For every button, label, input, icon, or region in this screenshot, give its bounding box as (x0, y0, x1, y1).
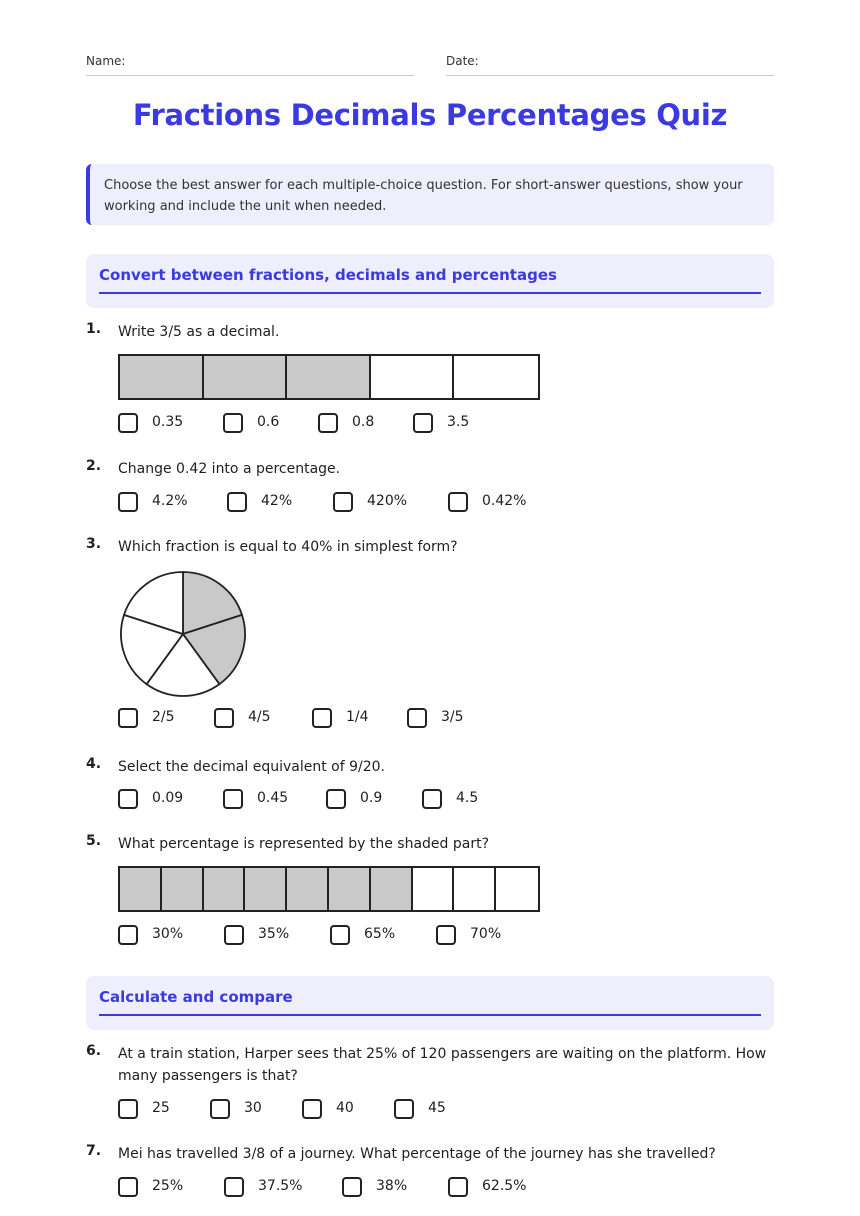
question-number: 4. (86, 756, 102, 772)
option-label: 62.5% (482, 1178, 527, 1194)
checkbox[interactable] (407, 708, 427, 728)
name-label: Name: (86, 54, 126, 68)
checkbox[interactable] (118, 1099, 138, 1119)
option-label: 25 (152, 1100, 170, 1116)
checkbox[interactable] (118, 1177, 138, 1197)
option-label: 1/4 (346, 709, 369, 725)
shaded-part (204, 356, 288, 398)
page-title: Fractions Decimals Percentages Quiz (132, 98, 728, 132)
checkbox[interactable] (214, 708, 234, 728)
fraction-bar (118, 866, 540, 912)
shaded-part (204, 868, 246, 910)
question-number: 2. (86, 458, 102, 474)
checkbox[interactable] (302, 1099, 322, 1119)
section-title: Convert between fractions, decimals and percentages (99, 264, 761, 294)
option-label: 70% (470, 926, 502, 942)
option-label: 0.8 (352, 414, 375, 430)
question-text: Change 0.42 into a percentage. (118, 461, 341, 477)
unshaded-part (371, 356, 455, 398)
option-label: 45 (428, 1100, 446, 1116)
option-label: 0.42% (482, 493, 527, 509)
shaded-part (287, 868, 329, 910)
checkbox[interactable] (448, 1177, 468, 1197)
fraction-bar (118, 354, 540, 400)
option-label: 3.5 (447, 414, 470, 430)
option-label: 30 (244, 1100, 262, 1116)
section-header-convert (86, 254, 774, 308)
checkbox[interactable] (394, 1099, 414, 1119)
checkbox[interactable] (413, 413, 433, 433)
option-label: 42% (261, 493, 293, 509)
date-label: Date: (446, 54, 479, 68)
option-label: 35% (258, 926, 290, 942)
shaded-part (245, 868, 287, 910)
option-label: 0.09 (152, 790, 184, 806)
question-number: 6. (86, 1043, 102, 1059)
option-label: 38% (376, 1178, 408, 1194)
option-label: 3/5 (441, 709, 464, 725)
question-text: At a train station, Harper sees that 25% of 120 passengers are waiting on the platform. How many passengers is that? (118, 1046, 767, 1084)
unshaded-part (413, 868, 455, 910)
checkbox[interactable] (422, 789, 442, 809)
checkbox[interactable] (342, 1177, 362, 1197)
unshaded-part (496, 868, 538, 910)
instructions-box: Choose the best answer for each multiple-choice question. For short-answer questions, show your working and include the unit when needed. (86, 164, 774, 225)
checkbox[interactable] (118, 708, 138, 728)
section-title: Calculate and compare (99, 986, 761, 1016)
question-number: 1. (86, 321, 102, 337)
checkbox[interactable] (330, 925, 350, 945)
option-label: 0.9 (360, 790, 383, 806)
checkbox[interactable] (223, 413, 243, 433)
checkbox[interactable] (312, 708, 332, 728)
fraction-pie (118, 569, 248, 699)
date-field[interactable] (446, 54, 774, 76)
shaded-part (329, 868, 371, 910)
question-text: Select the decimal equivalent of 9/20. (118, 759, 385, 775)
checkbox[interactable] (333, 492, 353, 512)
name-field[interactable] (86, 54, 414, 76)
checkbox[interactable] (118, 789, 138, 809)
checkbox[interactable] (436, 925, 456, 945)
checkbox[interactable] (118, 413, 138, 433)
option-label: 4.2% (152, 493, 188, 509)
option-label: 0.35 (152, 414, 184, 430)
shaded-part (120, 356, 204, 398)
checkbox[interactable] (227, 492, 247, 512)
option-label: 420% (367, 493, 408, 509)
shaded-part (162, 868, 204, 910)
option-label: 30% (152, 926, 184, 942)
option-label: 2/5 (152, 709, 175, 725)
shaded-part (287, 356, 371, 398)
option-label: 0.45 (257, 790, 289, 806)
option-label: 0.6 (257, 414, 280, 430)
question-text: Which fraction is equal to 40% in simplest form? (118, 539, 458, 555)
option-label: 4.5 (456, 790, 479, 806)
checkbox[interactable] (118, 925, 138, 945)
shaded-part (371, 868, 413, 910)
option-label: 25% (152, 1178, 184, 1194)
section-header-calculate (86, 976, 774, 1030)
question-number: 3. (86, 536, 102, 552)
shaded-part (120, 868, 162, 910)
checkbox[interactable] (448, 492, 468, 512)
checkbox[interactable] (224, 1177, 244, 1197)
option-label: 40 (336, 1100, 354, 1116)
option-label: 65% (364, 926, 396, 942)
option-label: 37.5% (258, 1178, 303, 1194)
header-fields (86, 54, 774, 76)
checkbox[interactable] (223, 789, 243, 809)
question-number: 5. (86, 833, 102, 849)
question-text: What percentage is represented by the shaded part? (118, 836, 490, 852)
checkbox[interactable] (326, 789, 346, 809)
checkbox[interactable] (118, 492, 138, 512)
checkbox[interactable] (318, 413, 338, 433)
unshaded-part (454, 356, 538, 398)
question-number: 7. (86, 1143, 102, 1159)
checkbox[interactable] (210, 1099, 230, 1119)
question-text: Write 3/5 as a decimal. (118, 324, 280, 340)
unshaded-part (454, 868, 496, 910)
checkbox[interactable] (224, 925, 244, 945)
option-label: 4/5 (248, 709, 271, 725)
question-text: Mei has travelled 3/8 of a journey. What percentage of the journey has she travelled? (118, 1146, 716, 1162)
